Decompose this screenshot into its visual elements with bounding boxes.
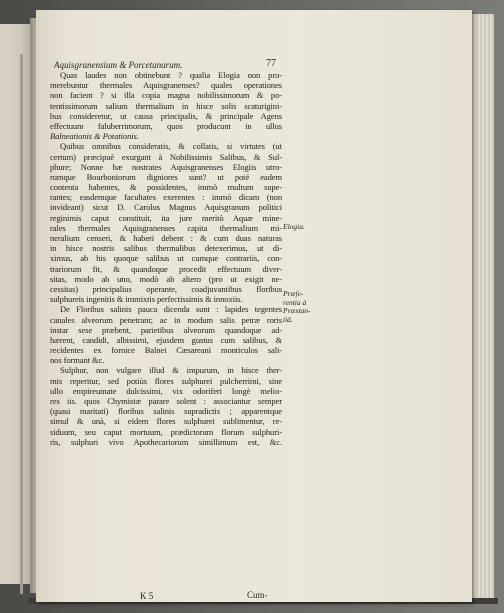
margin-note-line: Præstan-: [283, 306, 311, 316]
margin-note-praeferentia: [283, 290, 311, 324]
text-line: bus consideretur, ut causa principalis, & principale Agens: [50, 110, 282, 121]
text-line: effectuum faluberrimorum, quos producunt in ullus: [50, 120, 282, 131]
margin-note-line: rentia à: [283, 297, 307, 307]
text-line: Quibus omnibus consideratis, & collatis, si virtutes (ut: [60, 141, 282, 152]
facing-page-edge: [0, 24, 31, 584]
text-line: simul & unà, si eidem flores sulphurei sublimentur, re-: [50, 416, 282, 427]
margin-note-elogia: Elogia.: [283, 222, 305, 231]
page-number: 77: [266, 58, 276, 69]
text-line: merebuntur thermales Aquisgranenses? quales operationes: [50, 80, 282, 91]
margin-note-line: tiâ.: [283, 314, 293, 324]
margin-note-line: Præfe-: [283, 289, 304, 298]
text-line: rumque Bourboniorum digniores sunt? ut poté eadem: [50, 171, 282, 182]
text-line: reginimis caput constituit, ita jure meritò Aquæ mine-: [50, 212, 282, 223]
page-stack-edge: [470, 14, 494, 600]
text-line: siduum, seu caput mortuum, prædictorum florum sulphuri-: [50, 426, 282, 437]
text-line: rantes; easdemque facultates exerentes : immò dicam (non: [50, 192, 282, 203]
signature-mark: K 5: [140, 591, 154, 601]
text-line: ullo empireumate dulcissimi, vix odoriferi longè melio-: [50, 385, 282, 396]
text-line: certum) præcipuè exurgant à Nobilissimis Salibus, & Sul-: [50, 151, 282, 162]
facing-page-fold: [20, 54, 23, 594]
text-line: in hisce nostris salibus thermalibus detexerimus, ut di-: [50, 243, 282, 254]
text-line: ris, sulphuri vivo Apothecariorum simillimum est, &c.: [50, 436, 282, 447]
text-line: Quas laudes non obtinebunt ? qualia Elogia non pro-: [60, 70, 282, 80]
text-line: Sulphur, non vulgare illud & impurum, in hisce ther-: [60, 365, 282, 376]
text-line: rales thermales Aquisgranenses capita thermalium mi-: [50, 222, 282, 233]
text-line: trariorum fit, & quandoque procedit effectuum diver-: [50, 263, 282, 274]
text-line: tentissimorum salium thermalium in hisce solis scaturigini-: [50, 100, 282, 111]
text-line: recidentes ex fornice Balnei Cæsareani monticulos sali-: [50, 345, 282, 356]
text-line: Balneationis & Potationis.: [50, 131, 139, 142]
text-line: ximus, ab his quoque salibus ut cumque contrariis, con-: [50, 253, 282, 264]
text-line: (quasi maritati) floribus salinis supradictis ; apparentque: [50, 406, 282, 417]
text-line: phure; Nonne hæ nostrates Aquisgranenses Elogiis utro-: [50, 161, 282, 172]
text-line: canales alveorum penetrant; ac in modum salis petræ roris: [50, 314, 282, 325]
text-line: contenta habentes, & possidentes, immò multum supe-: [50, 182, 282, 193]
text-line: De Floribus salinis pauca dicenda sunt : lapides tegentes: [60, 304, 282, 315]
text-line: sulphureis ingenitis & immixtis perfectissimis & innoxiis.: [50, 294, 243, 305]
text-line: sitas, modo ab uno, modò ab altero (pro ut exigit ne-: [50, 273, 282, 284]
text-line: neralium censeri, & haberi debent : & cum duas naturas: [50, 233, 282, 243]
text-line: non facient ? si illa copia magna nobilissimorum & po-: [50, 90, 282, 101]
text-line: cessitas) principalius operante, coadjuvantibus floribus: [50, 283, 282, 294]
text-line: mis reperitur, sed potiùs flores sulphurei pulcherrimi, sine: [50, 375, 282, 386]
text-line: nos formant &c.: [50, 355, 105, 366]
text-line: hærent, candidi, albissimi, ejusdem gustus cum salibus, &: [50, 334, 282, 345]
catchword: Cum-: [247, 590, 268, 600]
text-line: instar sese præbent, parietibus alveorum quandoque ad-: [50, 324, 282, 335]
text-line: invideant) sicut D. Carolus Magnus Aquisgranum politici: [50, 202, 282, 213]
running-head: Aquisgranensium & Porcetanarum.: [54, 60, 183, 70]
text-line: res iis. quos Chymistæ parare solent : associantur semper: [50, 396, 282, 406]
body-text: [50, 70, 282, 447]
